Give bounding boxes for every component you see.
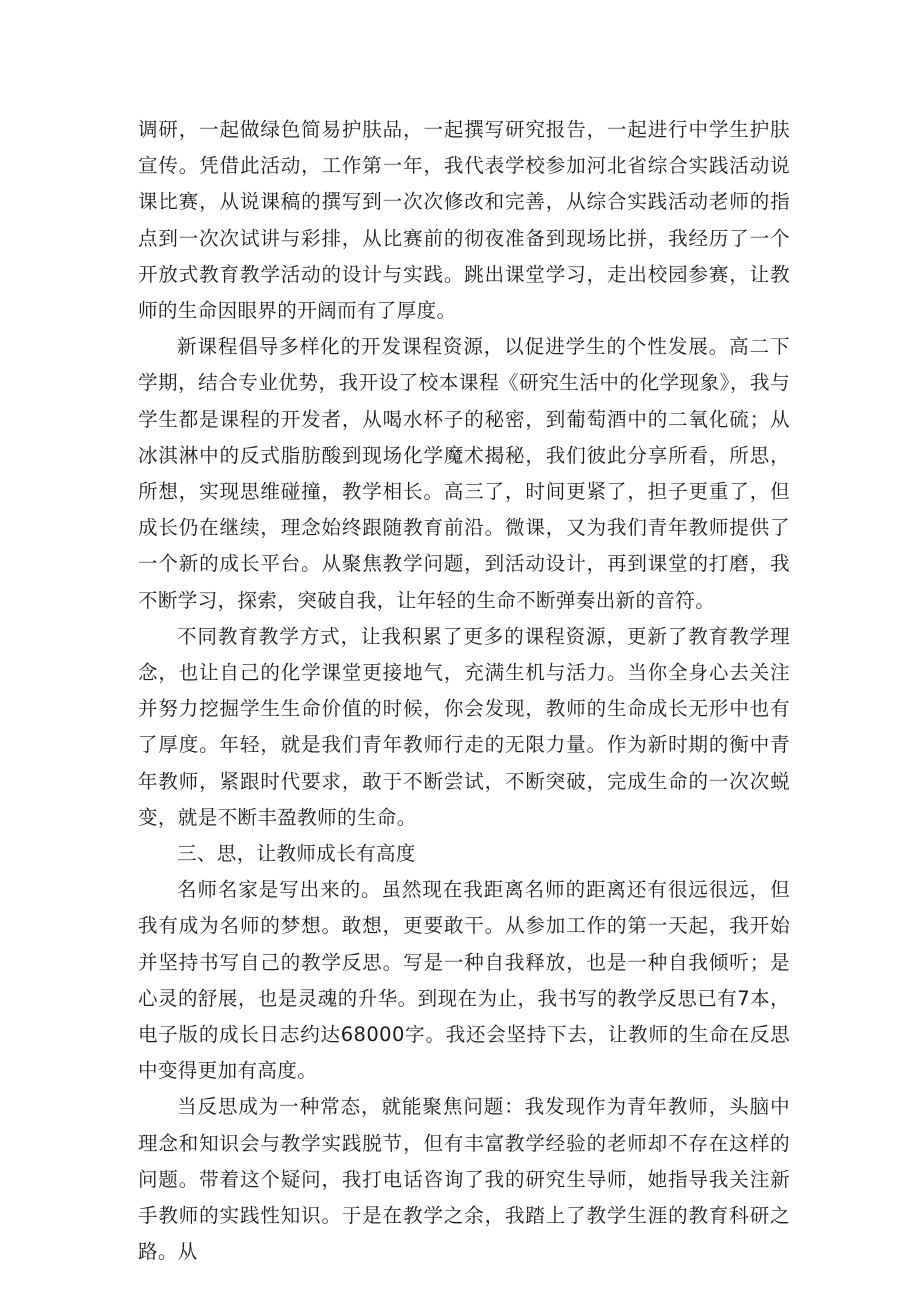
document-page xyxy=(138,112,790,1271)
paragraph-2: 新课程倡导多样化的开发课程资源，以促进学生的个性发展。高二下学期，结合专业优势，我开设了校本课程《研究生活中的化学现象》，我与学生都是课程的开发者，从喝水杯子的秘密，到葡萄酒中的二氧化硫；从冰淇淋中的反式脂肪酸到现场化学魔术揭秘，我们彼此分享所看，所思，所想，实现思维碰撞，教学相长。高三了，时间更紧了，担子更重了，但成长仍在继续，理念始终跟随教育前沿。微课，又为我们青年教师提供了一个新的成长平台。从聚焦教学问题，到活动设计，再到课堂的打磨，我不断学习，探索，突破自我，让年轻的生命不断弹奏出新的音符。 xyxy=(138,335,790,612)
paragraph-4: 名师名家是写出来的。虽然现在我距离名师的距离还有很远很远，但我有成为名师的梦想。敢想，更要敢干。从参加工作的第一天起，我开始并坚持书写自己的教学反思。写是一种自我释放，也是一种自我倾听；是心灵的舒展，也是灵魂的升华。到现在为止，我书写的教学反思已有7本，电子版的成长日志约达68000字。我还会坚持下去，让教师的生命在反思中变得更加有高度。 xyxy=(138,878,790,1083)
paragraph-5: 当反思成为一种常态，就能聚焦问题：我发现作为青年教师，头脑中理念和知识会与教学实践脱节，但有丰富教学经验的老师却不存在这样的问题。带着这个疑问，我打电话咨询了我的研究生导师，她指导我关注新手教师的实践性知识。于是在教学之余，我踏上了教学生涯的教育科研之路。从 xyxy=(138,1095,790,1264)
section-heading: 三、思，让教师成长有高度 xyxy=(177,842,416,866)
paragraph-1: 调研，一起做绿色简易护肤品，一起撰写研究报告，一起进行中学生护肤宣传。凭借此活动，工作第一年，我代表学校参加河北省综合实践活动说课比赛，从说课稿的撰写到一次次修改和完善，从综合实践活动老师的指点到一次次试讲与彩排，从比赛前的彻夜准备到现场比拼，我经历了一个开放式教育教学活动的设计与实践。跳出课堂学习，走出校园参赛，让教师的生命因眼界的开阔而有了厚度。 xyxy=(138,118,790,323)
paragraph-3: 不同教育教学方式，让我积累了更多的课程资源，更新了教育教学理念，也让自己的化学课堂更接地气，充满生机与活力。当你全身心去关注并努力挖掘学生生命价值的时候，你会发现，教师的生命成长无形中也有了厚度。年轻，就是我们青年教师行走的无限力量。作为新时期的衡中青年教师，紧跟时代要求，敢于不断尝试，不断突破，完成生命的一次次蜕变，就是不断丰盈教师的生命。 xyxy=(138,624,790,829)
